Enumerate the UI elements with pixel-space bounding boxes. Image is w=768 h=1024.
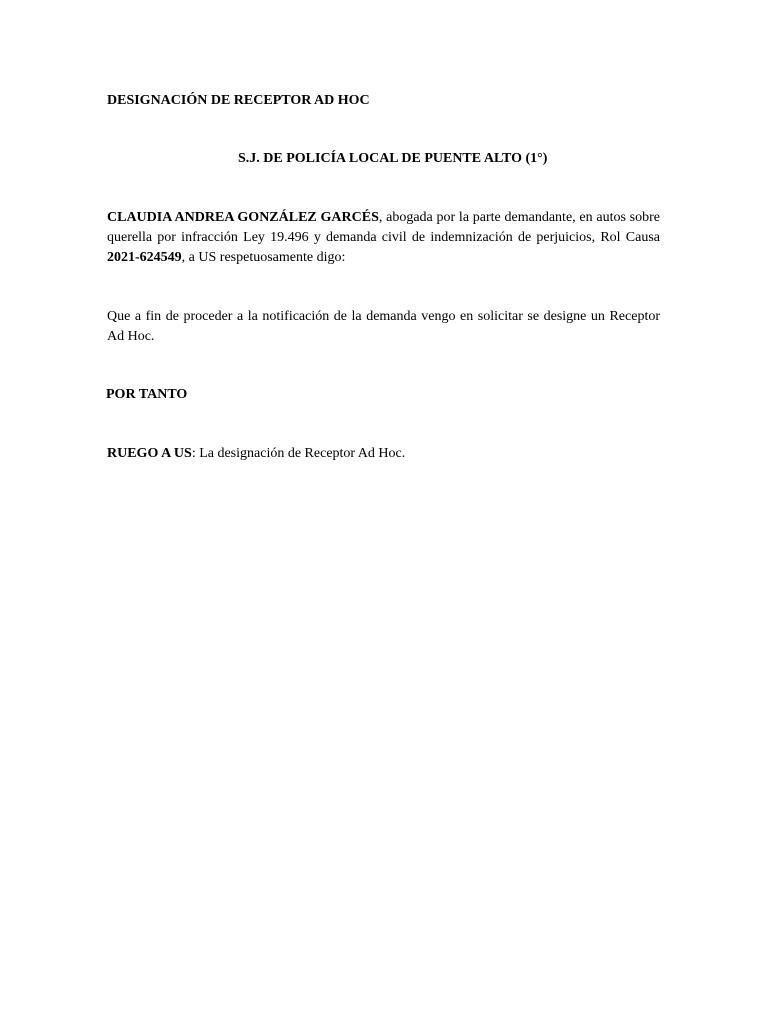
request-paragraph: Que a fin de proceder a la notificación de la demanda vengo en solicitar se designe un Receptor Ad Hoc. (107, 309, 660, 344)
intro-text-a: , abogada por la parte demandante, en autos sobre querella por infracción Ley 19.496 y demanda civil de indemnización de perjuicios, Rol Causa (107, 210, 660, 245)
document-title: DESIGNACIÓN DE RECEPTOR AD HOC (107, 93, 370, 108)
intro-paragraph (107, 208, 660, 268)
por-tanto-heading: POR TANTO (106, 387, 188, 402)
lawyer-name: CLAUDIA ANDREA GONZÁLEZ GARCÉS (107, 210, 379, 225)
ruego-label: RUEGO A US (107, 446, 192, 461)
case-number: 2021-624549 (107, 250, 182, 265)
ruego-text: : La designación de Receptor Ad Hoc. (191, 446, 406, 461)
ruego-paragraph (107, 444, 660, 464)
court-heading: S.J. DE POLICÍA LOCAL DE PUENTE ALTO (1°) (238, 151, 548, 166)
intro-text-b: , a US respetuosamente digo: (181, 250, 346, 265)
